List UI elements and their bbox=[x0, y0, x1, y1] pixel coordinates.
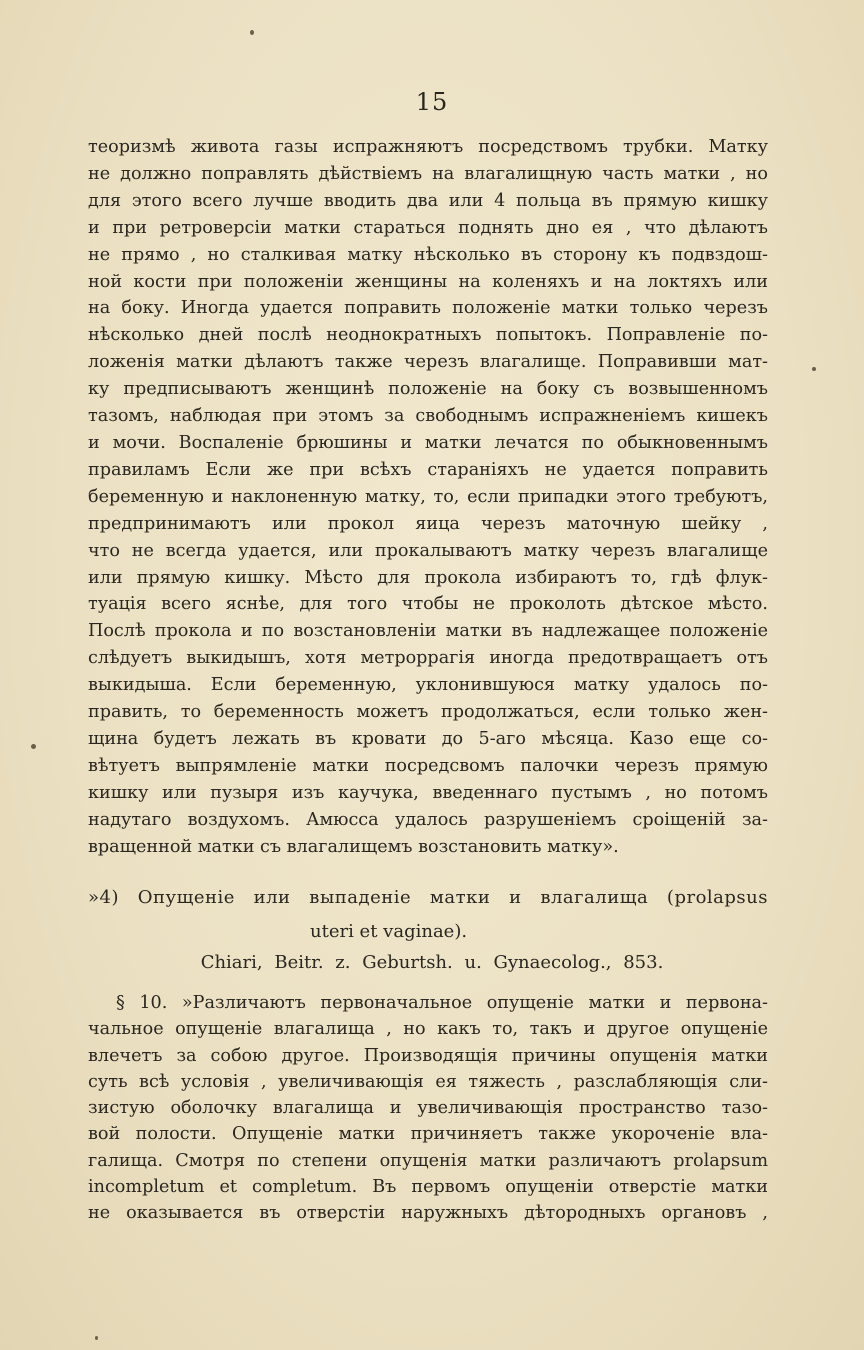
citation: Chiari, Beitr. z. Geburtsh. u. Gynaecolog., 853. bbox=[200, 952, 664, 973]
ink-speck bbox=[95, 1336, 98, 1340]
text-line: правиламъ Если же при всѣхъ стараніяхъ не удается поправить bbox=[88, 459, 768, 480]
text-line: § 10. »Различаютъ первоначальное опущеніе матки и первона- bbox=[116, 993, 768, 1013]
heading-line: uteri et vaginae). bbox=[310, 921, 468, 942]
text-line: вой полости. Опущеніе матки причиняетъ также укороченіе вла- bbox=[88, 1124, 768, 1145]
text-line: щина будетъ лежать въ кровати до 5-аго мѣсяца. Казо еще со- bbox=[88, 728, 768, 749]
ink-speck bbox=[250, 30, 254, 35]
text-line: туація всего яснѣе, для того чтобы не проколоть дѣтское мѣсто. bbox=[88, 594, 768, 615]
text-line: нѣсколько дней послѣ неоднократныхъ попытокъ. Поправленіе по- bbox=[88, 325, 768, 346]
text-line: галища. Смотря по степени опущенія матки различаютъ prolapsum bbox=[88, 1150, 768, 1171]
text-line: влечетъ за собою другое. Производящія причины опущенія матки bbox=[88, 1045, 768, 1066]
text-line: теоризмѣ живота газы испражняютъ посредствомъ трубки. Матку bbox=[88, 137, 768, 157]
text-line: ной кости при положеніи женщины на коленяхъ и на локтяхъ или bbox=[88, 271, 768, 292]
text-line: не оказывается въ отверстіи наружныхъ дѣтородныхъ органовъ , bbox=[88, 1203, 768, 1224]
text-line: надутаго воздухомъ. Амюсса удалось разрушеніемъ сроіщеній за- bbox=[88, 809, 768, 830]
text-line: или прямую кишку. Мѣсто для прокола избираютъ то, гдѣ флук- bbox=[88, 567, 768, 588]
page-number: 15 bbox=[415, 88, 449, 116]
text-line: вѣтуетъ выпрямленіе матки посредсвомъ палочки черезъ прямую bbox=[88, 755, 768, 776]
section-heading bbox=[88, 881, 768, 949]
text-line: что не всегда удается, или прокалываютъ матку черезъ влагалище bbox=[88, 540, 768, 561]
text-line: incompletum et completum. Въ первомъ опущеніи отверстіе матки bbox=[88, 1177, 768, 1198]
section-paragraph bbox=[88, 990, 768, 1227]
ink-speck bbox=[31, 744, 36, 749]
text-line: Послѣ прокола и по возстановленіи матки въ надлежащее положеніе bbox=[88, 621, 768, 642]
text-line: кишку или пузыря изъ каучука, введеннаго пустымъ , но потомъ bbox=[88, 782, 768, 803]
text-line: ку предписываютъ женщинѣ положеніе на боку съ возвышенномъ bbox=[88, 379, 768, 400]
text-line: выкидыша. Если беременную, уклонившуюся матку удалось по- bbox=[88, 675, 768, 696]
text-line: на боку. Иногда удается поправить положеніе матки только черезъ bbox=[88, 298, 768, 319]
text-line: чальное опущеніе влагалища , но какъ то, такъ и другое опущеніе bbox=[88, 1019, 768, 1040]
text-line: не прямо , но сталкивая матку нѣсколько въ сторону къ подвздош- bbox=[88, 244, 768, 265]
text-line: не должно поправлять дѣйствіемъ на влагалищную часть матки , но bbox=[88, 163, 768, 184]
text-line: ложенія матки дѣлаютъ также черезъ влагалище. Поправивши мат- bbox=[88, 352, 768, 373]
text-line: для этого всего лучше вводить два или 4 польца въ прямую кишку bbox=[88, 190, 768, 211]
text-line: слѣдуетъ выкидышъ, хотя метроррагія иногда предотвращаетъ отъ bbox=[88, 648, 768, 669]
text-line: предпринимаютъ или прокол яица черезъ маточную шейку , bbox=[88, 513, 768, 534]
text-line: вращенной матки съ влагалищемъ возстановить матку». bbox=[88, 836, 619, 857]
text-line: и мочи. Воспаленіе брюшины и матки лечатся по обыкновеннымъ bbox=[88, 432, 768, 453]
heading-line: »4) Опущеніе или выпаденіе матки и влагалища (prolapsus bbox=[88, 887, 768, 908]
text-line: беременную и наклоненную матку, то, если припадки этого требуютъ, bbox=[88, 486, 768, 507]
text-line: и при ретроверсіи матки стараться поднять дно ея , что дѣлаютъ bbox=[88, 217, 768, 238]
main-paragraph bbox=[88, 134, 768, 860]
text-line: суть всѣ условія , увеличивающія ея тяжесть , разслабляющія сли- bbox=[88, 1071, 768, 1092]
text-line: править, то беременность можетъ продолжаться, если только жен- bbox=[88, 702, 768, 723]
ink-speck bbox=[812, 367, 816, 371]
text-line: тазомъ, наблюдая при этомъ за свободнымъ испражненіемъ кишекъ bbox=[88, 406, 768, 427]
text-line: зистую оболочку влагалища и увеличивающія пространство тазо- bbox=[88, 1098, 768, 1119]
